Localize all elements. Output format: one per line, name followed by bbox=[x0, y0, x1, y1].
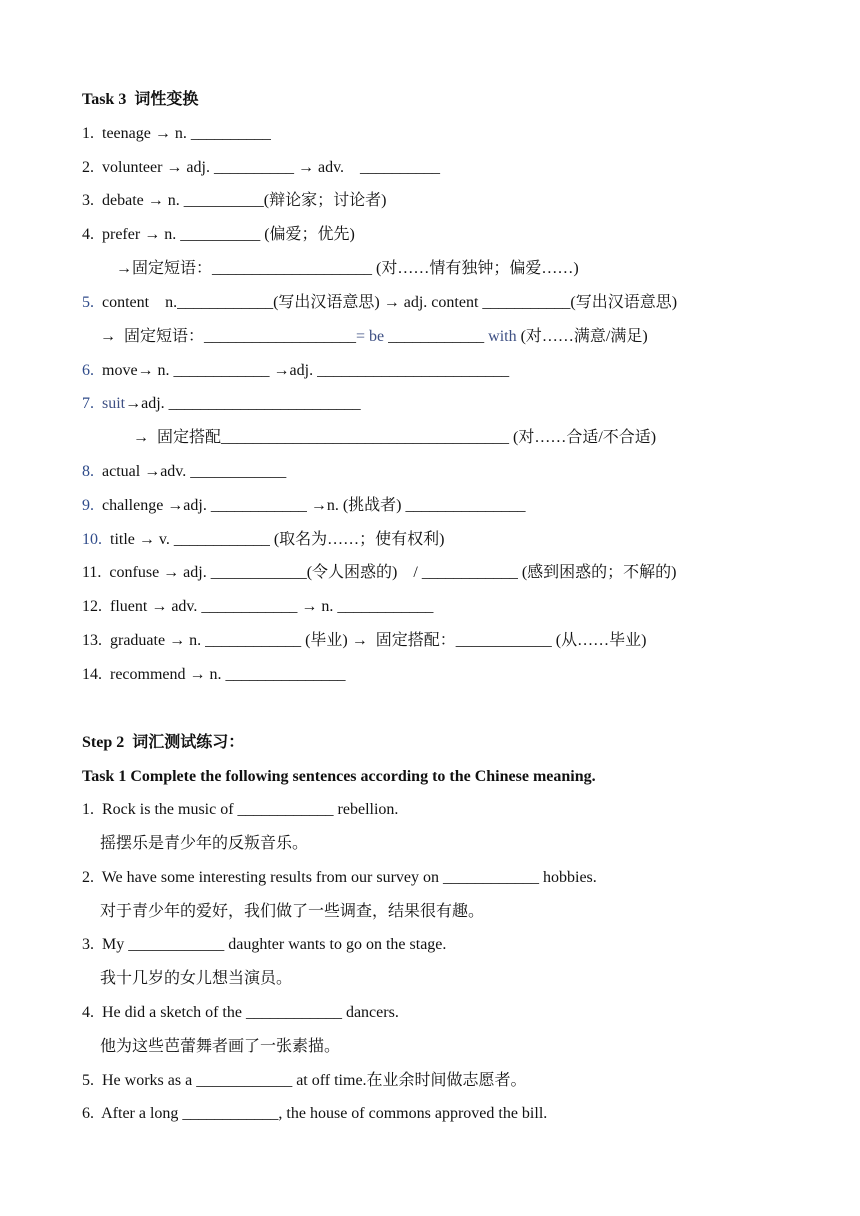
sentence-6-en: 6. After a long ____________, the house of commons approved the bill. bbox=[82, 1105, 548, 1122]
task3-item-6: 6. move→ n. ____________ →adj. ________________________ bbox=[82, 362, 510, 379]
task3-item-2: 2. volunteer → adj. __________ → adv. __________ bbox=[82, 159, 441, 176]
sentence-4-en: 4. He did a sketch of the ____________ dancers. bbox=[82, 1004, 399, 1021]
task3-item-14: 14. recommend → n. _______________ bbox=[82, 666, 346, 683]
task3-item-4: 4. prefer → n. __________ (偏爱；优先) bbox=[82, 226, 355, 243]
task3-item-7: 7. suit→adj. ________________________ bbox=[82, 395, 361, 412]
task3-item-12: 12. fluent → adv. ____________ → n. ____________ bbox=[82, 598, 434, 615]
task3-item-1: 1. teenage → n. __________ bbox=[82, 125, 271, 142]
task3-item-9: 9. challenge →adj. ____________ →n. (挑战者) _______________ bbox=[82, 497, 526, 514]
task3-item-10: 10. title → v. ____________ (取名为……；使有权利) bbox=[82, 531, 445, 548]
task3-item-7-phrase: → 固定搭配____________________________________ (对……合适/不合适) bbox=[133, 429, 657, 446]
task3-item-5: 5. content n.____________(写出汉语意思) → adj. content ___________(写出汉语意思) bbox=[82, 294, 678, 311]
sentence-2-zh: 对于青少年的爱好，我们做了一些调查，结果很有趣。 bbox=[100, 903, 485, 920]
task3-item-11: 11. confuse → adj. ____________(令人困惑的) / ____________ (感到困惑的；不解的) bbox=[82, 564, 677, 581]
sentence-5-en: 5. He works as a ____________ at off time.在业余时间做志愿者。 bbox=[82, 1072, 527, 1089]
task1-heading: Task 1 Complete the following sentences according to the Chinese meaning. bbox=[82, 768, 596, 785]
sentence-2-en: 2. We have some interesting results from our survey on ____________ hobbies. bbox=[82, 869, 597, 886]
task3-heading: Task 3 词性变换 bbox=[82, 91, 199, 108]
step2-heading: Step 2 词汇测试练习： bbox=[82, 734, 245, 751]
task3-item-13: 13. graduate → n. ____________ (毕业) → 固定搭配：____________ (从……毕业) bbox=[82, 632, 647, 649]
task3-item-5-phrase: → 固定短语：___________________= be ____________ with (对……满意/满足) bbox=[100, 328, 648, 345]
task3-item-8: 8. actual →adv. ____________ bbox=[82, 463, 287, 480]
sentence-3-zh: 我十几岁的女儿想当演员。 bbox=[100, 970, 293, 987]
task3-item-4-phrase: →固定短语：____________________ (对……情有独钟；偏爱……) bbox=[116, 260, 579, 277]
task3-item-3: 3. debate → n. __________(辩论家；讨论者) bbox=[82, 192, 387, 209]
sentence-3-en: 3. My ____________ daughter wants to go on the stage. bbox=[82, 936, 447, 953]
sentence-4-zh: 他为这些芭蕾舞者画了一张素描。 bbox=[100, 1038, 341, 1055]
sentence-1-en: 1. Rock is the music of ____________ rebellion. bbox=[82, 801, 399, 818]
sentence-1-zh: 摇摆乐是青少年的反叛音乐。 bbox=[100, 835, 309, 852]
